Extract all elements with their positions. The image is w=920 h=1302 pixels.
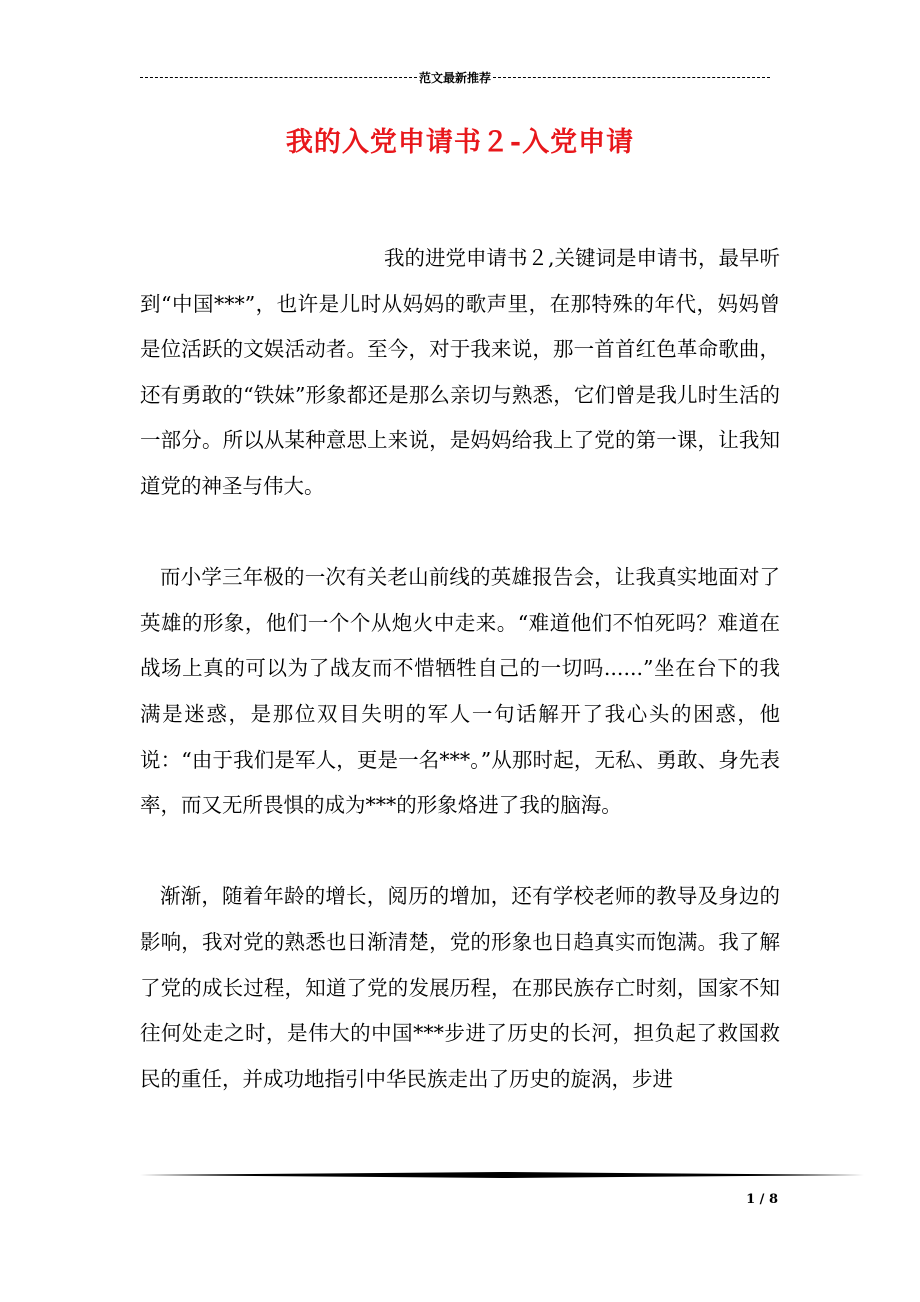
page-header <box>140 68 770 86</box>
header-label: 范文最新推荐 <box>419 70 492 85</box>
header-dash-right <box>493 77 770 78</box>
paragraph-3: 渐渐，随着年龄的增长，阅历的增加，还有学校老师的教导及身边的影响，我对党的熟悉也日渐清楚，党的形象也日趋真实而饱满。我了解了党的成长过程，知道了党的发展历程，在那民族存亡时刻，国家不知往何处走之时，是伟大的中国***步进了历史的长河，担负起了救国救民的重任，并成功地指引中华民族走出了历史的旋涡，步进 <box>140 884 780 1091</box>
paragraph-2: 而小学三年极的一次有关老山前线的英雄报告会，让我真实地面对了英雄的形象，他们一个个从炮火中走来。“难道他们不怕死吗？难道在战场上真的可以为了战友而不惜牺牲自己的一切吗......”坐在台下的我满是迷惑，是那位双目失明的军人一句话解开了我心头的困惑，他说：“由于我们是军人，更是一名***。”从那时起，无私、勇敢、身先表率，而又无所畏惧的成为***的形象烙进了我的脑海。 <box>140 565 780 818</box>
paragraph-1: 我的进党申请书２,关键词是申请书，最早听到“中国***”，也许是儿时从妈妈的歌声里，在那特殊的年代，妈妈曾是位活跃的文娱活动者。至今，对于我来说，那一首首红色革命歌曲，还有勇敢的“铁妹”形象都还是那么亲切与熟悉，它们曾是我儿时生活的一部分。所以从某种意思上来说，是妈妈给我上了党的第一课，让我知道党的神圣与伟大。 <box>140 246 781 498</box>
footer-rule <box>140 1171 864 1179</box>
document-body <box>140 236 780 1102</box>
document-title: 我的入党申请书２-入党申请 <box>285 127 635 158</box>
header-dash-left <box>140 77 417 78</box>
page-number: 1 / 8 <box>746 1192 778 1207</box>
